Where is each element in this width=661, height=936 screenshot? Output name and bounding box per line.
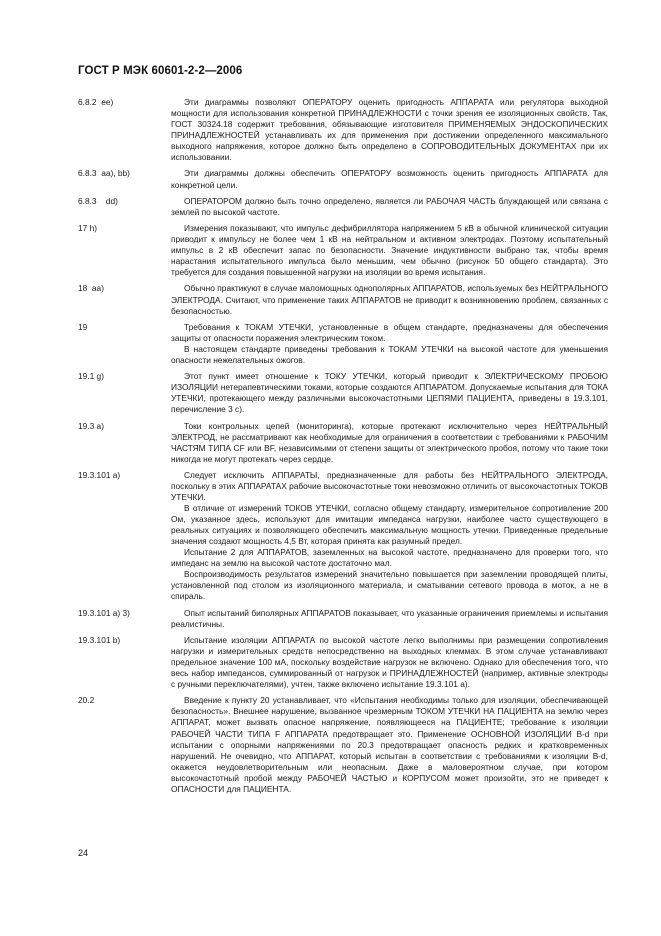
- paragraph: Воспроизводимость результатов измерений значительно повышается при заземлении проводящей плиты, установленной под столом из изоляционного материала, и сматывании сетевого провода в моток, а не в спираль.: [171, 569, 608, 602]
- clause-text: [171, 283, 608, 316]
- paragraph: Измерения показывают, что импульс дефибриллятора напряжением 5 кВ в обычной клинической ситуации приводит к импульсу не более чем 1 кВ на нейтральном и активном электродах. Поэтому испытательный импульс в 2 кВ обеспечит запас по безопасности. Значение индуктивности выбрано так, чтобы время нарастания испытательного импульса было меньшим, чем обычно (рисунок 50 общего стандарта). Это требуется для создания повышенной нагрузки на изоляции во время испытания.: [171, 223, 608, 278]
- paragraph: Испытание 2 для АППАРАТОВ, заземленных на высокой частоте, предназначено для проверки того, что импеданс на землю на высокой частоте достаточно мал.: [171, 547, 608, 569]
- clause: [78, 371, 608, 415]
- clause: [78, 635, 608, 690]
- clause-text: [171, 421, 608, 465]
- clause-text: [171, 371, 608, 415]
- clause-text: [171, 608, 608, 630]
- paragraph: Требования к ТОКАМ УТЕЧКИ, установленные в общем стандарте, предназначены для обеспечения защиты от опасности поражения электрическим током.: [171, 321, 608, 343]
- clause-text: [171, 168, 608, 190]
- clause-number: 18 аа): [78, 283, 104, 294]
- paragraph: Токи контрольных цепей (мониторинга), которые протекают исключительно через НЕЙТРАЛЬНЫЙ ЭЛЕКТРОД, не рассматривают как необходимые для ограничения в соответствии с требованиями к РАБОЧИМ ЧАСТЯМ ТИПА CF или BF, независимыми от степени защиты от электрического пробоя, потому что такие токи никогда не могут протекать через сердце.: [171, 420, 608, 464]
- clause: [78, 168, 608, 190]
- clause-number: 20.2: [78, 695, 95, 706]
- paragraph: Эти диаграммы позволяют ОПЕРАТОРУ оценить пригодность АППАРАТА или регулятора выходной мощности для использования конкретной ПРИНАДЛЕЖНОСТИ с точки зрения ее изоляционных свойств. Так, ГОСТ 30324.18 содержит требования, обязывающие изготовителя ПРИМЕНЯЕМЫХ ЭНДОСКОПИЧЕСКИХ ПРИНАДЛЕЖНОСТЕЙ устанавливать их для применения при достижении определенного максимального выходного напряжения, которое должно быть определено в СОПРОВОДИТЕЛЬНЫХ ДОКУМЕНТАХ при их использовании.: [171, 97, 608, 163]
- paragraph: Обычно практикуют в случае маломощных однополярных АППАРАТОВ, используемых без НЕЙТРАЛЬНОГО ЭЛЕКТРОДА. Считают, что применение таких АППАРАТОВ не приводит к возникновению проблем, связанных с безопасностью.: [171, 283, 608, 316]
- clause: [78, 322, 608, 366]
- paragraph: Введение к пункту 20 устанавливает, что «Испытания необходимы только для изоляции, обеспечивающей безопасность». Внешнее нарушение, вызванное чрезмерным ТОКОМ УТЕЧКИ НА ПАЦИЕНТА на землю через АППАРАТ, может вызвать опасное напряжение, появляющееся на ПАЦИЕНТЕ; требование к изоляции РАБОЧЕЙ ЧАСТИ ТИПА F АППАРАТА предотвращает это. Применение ОСНОВНОЙ ИЗОЛЯЦИИ B-d при испытании с опорными напряжениями по 20.3 предотвращает опасность редких и кратковременных нарушений. Не очевидно, что АППАРАТ, который испытан в соответствии с требованиями к изоляции B-d, окажется неудовлетворительным или неопасным. Даже в маловероятном случае, при котором высокочастотный пробой между РАБОЧЕЙ ЧАСТЬЮ и КОРПУСОМ может произойти, это не приведет к ОПАСНОСТИ для ПАЦИЕНТА.: [171, 695, 608, 794]
- clause: [78, 223, 608, 278]
- clause: [78, 470, 608, 603]
- page-number: 24: [78, 848, 89, 858]
- clause-text: [171, 196, 608, 218]
- paragraph: Испытание изоляции АППАРАТА по высокой частоте легко выполнимы при размещении сопротивления нагрузки и измерительных средств непосредственно на выходных клеммах. В этом случае устанавливают предельное значение 100 мА, поскольку воздействие нагрузок не включено. Однако для обеспечения того, что весь набор импедансов, суммированный от нагрузок и ПРИНАДЛЕЖНОСТЕЙ (например, активные электроды с ручными переключателями), учтен, также включено испытание 19.3.101 а).: [171, 634, 608, 690]
- clause-number: 6.8.2 ee): [78, 97, 114, 107]
- paragraph: Следует исключить АППАРАТЫ, предназначенные для работы без НЕЙТРАЛЬНОГО ЭЛЕКТРОДА, поскольку в этих АППАРАТАХ рабочие высокочастотные токи невозможно отличить от высокочастотных ТОКОВ УТЕЧКИ.: [171, 469, 608, 502]
- clause-number: 19.3 а): [78, 420, 104, 431]
- paragraph: В отличие от измерений ТОКОВ УТЕЧКИ, согласно общему стандарту, измерительное сопротивление 200 Ом, указанное здесь, используют для имитации импеданса нагрузки, наиболее часто существующего в реальных ситуациях и позволяющего обеспечить максимальную мощность утечки. Приведенные предельные значения создают мощность 4,5 Вт, которая принята как разумный предел.: [171, 503, 608, 547]
- clause-number: 19.1 g): [78, 371, 104, 382]
- document-header: ГОСТ Р МЭК 60601-2-2—2006: [78, 65, 243, 77]
- clause-text: [171, 223, 608, 278]
- clause-number: 17 h): [78, 223, 98, 234]
- clause-text: [171, 470, 608, 603]
- clause-text: [171, 695, 608, 794]
- clause: [78, 196, 608, 218]
- clause: [78, 695, 608, 794]
- paragraph: Опыт испытаний биполярных АППАРАТОВ показывает, что указанные ограничения приемлемы и испытания реалистичны.: [171, 607, 608, 629]
- document-body: [78, 97, 608, 800]
- clause-text: [171, 635, 608, 690]
- clause: [78, 283, 608, 316]
- clause-number: 19.3.101 b): [78, 634, 121, 645]
- clause-text: [171, 322, 608, 366]
- clause-number: 19.3.101 а) 3): [78, 607, 130, 618]
- clause-number: 6.8.3 aa), bb): [78, 168, 130, 179]
- paragraph: Этот пункт имеет отношение к ТОКУ УТЕЧКИ, который приводит к ЭЛЕКТРИЧЕСКОМУ ПРОБОЮ ИЗОЛЯЦИИ нетерапевтическими токами, которые создаются АППАРАТОМ. Допускаемые испытания для ТОКА УТЕЧКИ, протекающего между различными высокочастотными ЦЕПЯМИ ПАЦИЕНТА, приведены в 19.3.101, перечисление 3 с).: [171, 371, 608, 415]
- paragraph: ОПЕРАТОРОМ должно быть точно определено, является ли РАБОЧАЯ ЧАСТЬ блуждающей или связана с землей по высокой частоте.: [171, 195, 608, 217]
- paragraph: В настоящем стандарте приведены требования к ТОКАМ УТЕЧКИ на высокой частоте для уменьшения опасности нежелательных ожогов.: [171, 343, 608, 365]
- clause-text: [171, 97, 608, 163]
- clause-number: 6.8.3 dd): [78, 195, 118, 206]
- clause: [78, 97, 608, 163]
- clause-number: 19: [78, 321, 88, 332]
- clause: [78, 608, 608, 630]
- paragraph: Эти диаграммы должны обеспечить ОПЕРАТОРУ возможность оценить пригодность АППАРАТА для конкретной цели.: [171, 168, 608, 190]
- clause: [78, 421, 608, 465]
- clause-number: 19.3.101 а): [78, 469, 121, 480]
